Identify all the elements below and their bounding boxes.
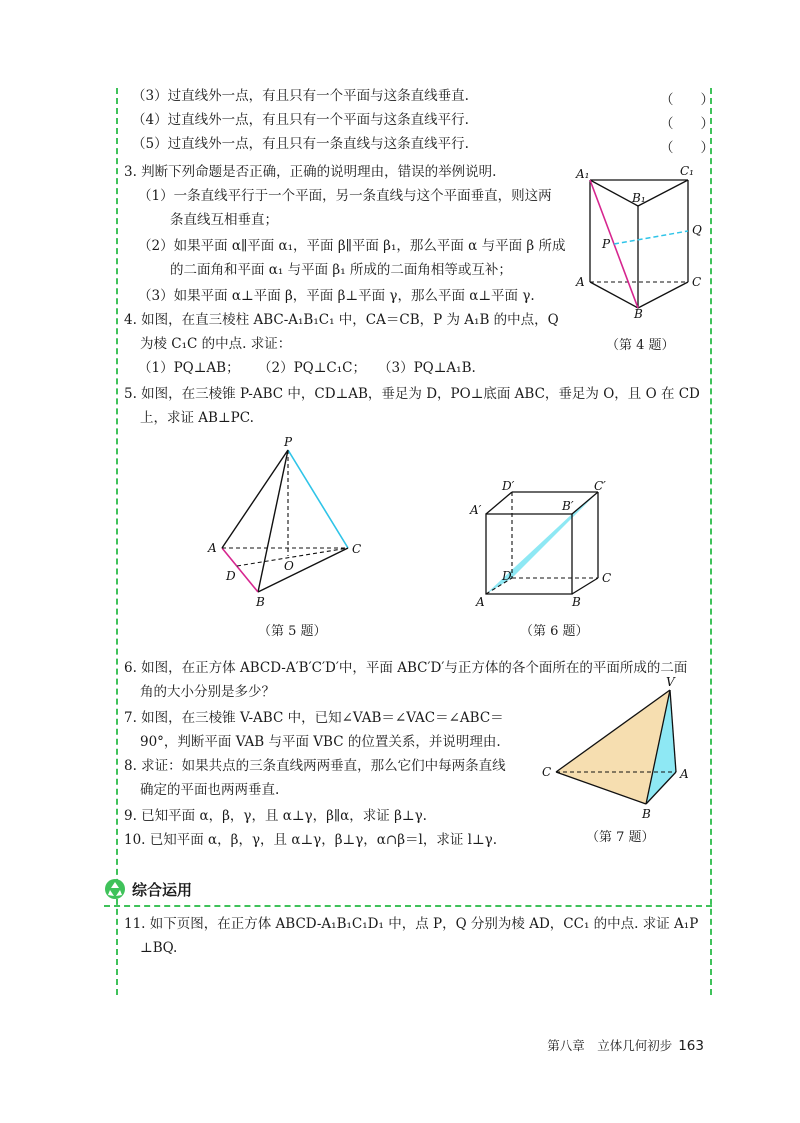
- fig4-label-C1: C₁: [680, 164, 694, 178]
- q8-line2: 确定的平面也两两垂直.: [140, 782, 280, 798]
- q8-line1: 8. 求证：如果共点的三条直线两两垂直，那么它们中每两条直线: [124, 758, 506, 774]
- fig6-label-D1: D′: [502, 479, 515, 493]
- fig6-label-D: D: [502, 569, 512, 583]
- q5-line1: 5. 如图，在三棱锥 P-ABC 中，CD⊥AB，垂足为 D，PO⊥底面 ABC，垂足为 O，且 O 在 CD: [124, 386, 700, 402]
- q4-sub2: （2）PQ⊥C₁C；: [258, 360, 367, 376]
- q3-part2-line1: （2）如果平面 α∥平面 α₁，平面 β∥平面 β₁，那么平面 α 与平面 β 所成: [138, 238, 566, 254]
- q11-line1: 11. 如下页图，在正方体 ABCD-A₁B₁C₁D₁ 中，点 P，Q 分别为棱 AD，CC₁ 的中点. 求证 A₁P: [124, 916, 699, 932]
- fig4-label-Q: Q: [692, 223, 702, 237]
- q3-part1-line1: （1）一条直线平行于一个平面，另一条直线与这个平面垂直，则这两: [138, 188, 552, 204]
- q3-part1-line2: 条直线互相垂直；: [170, 212, 278, 228]
- caption-fig7: （第 7 题）: [586, 830, 655, 845]
- answer-paren-5: （ ）: [660, 140, 714, 156]
- fig7-label-B: B: [642, 807, 651, 821]
- fig5-label-O: O: [284, 559, 294, 573]
- item-3: （3）过直线外一点，有且只有一个平面与这条直线垂直.: [132, 88, 469, 104]
- q9: 9. 已知平面 α，β，γ，且 α⊥γ，β∥α，求证 β⊥γ.: [124, 808, 427, 824]
- fig4-label-B1: B₁: [632, 191, 646, 205]
- fig6-label-C: C: [602, 571, 612, 585]
- page-footer: [547, 1036, 704, 1054]
- fig4-label-A: A: [576, 275, 585, 289]
- fig4-label-A1: A₁: [576, 167, 590, 181]
- fig5-label-B: B: [256, 595, 265, 609]
- fig5-label-P: P: [284, 435, 293, 449]
- fig5-label-A: A: [208, 541, 217, 555]
- fig6-label-A1: A′: [470, 503, 482, 517]
- fig7-label-A: A: [680, 767, 689, 781]
- left-dashed-margin: [116, 88, 118, 995]
- fig6-label-B: B: [572, 595, 581, 609]
- caption-fig5: （第 5 题）: [258, 624, 327, 639]
- figure-6-cube: [462, 476, 622, 612]
- q11-line2: ⊥BQ.: [140, 940, 178, 956]
- fig4-label-C: C: [692, 275, 702, 289]
- q7-line2: 90°，判断平面 VAB 与平面 VBC 的位置关系，并说明理由.: [140, 734, 501, 750]
- q4-sub3: （3）PQ⊥A₁B.: [378, 360, 476, 376]
- right-dashed-margin: [710, 88, 712, 995]
- fig4-label-P: P: [602, 237, 611, 251]
- caption-fig6: （第 6 题）: [520, 624, 589, 639]
- fig5-label-C: C: [352, 542, 362, 556]
- fig7-label-V: V: [666, 675, 675, 689]
- answer-paren-4: （ ）: [660, 116, 714, 132]
- q3-part2-line2: 的二面角和平面 α₁ 与平面 β₁ 所成的二面角相等或互补；: [170, 262, 512, 278]
- item-4: （4）过直线外一点，有且只有一个平面与这条直线平行.: [132, 112, 469, 128]
- fig6-label-A: A: [476, 595, 485, 609]
- section-divider: [104, 905, 712, 907]
- page-number: 163: [678, 1038, 704, 1054]
- section-header: [104, 874, 192, 904]
- q7-line1: 7. 如图，在三棱锥 V-ABC 中，已知∠VAB＝∠VAC＝∠ABC＝: [124, 710, 504, 726]
- q3-stem: 3. 判断下列命题是否正确，正确的说明理由，错误的举例说明.: [124, 164, 497, 180]
- q10: 10. 已知平面 α，β，γ，且 α⊥γ，β⊥γ，α∩β＝l，求证 l⊥γ.: [124, 832, 497, 848]
- figure-4-prism: [568, 158, 708, 318]
- chapter-title: 第八章 立体几何初步: [547, 1038, 673, 1053]
- recycle-badge-icon: [104, 878, 126, 900]
- figure-7-pyramid: [540, 674, 696, 824]
- q3-part3: （3）如果平面 α⊥平面 β，平面 β⊥平面 γ，那么平面 α⊥平面 γ.: [138, 288, 535, 304]
- section-title: 综合运用: [132, 880, 193, 899]
- fig7-label-C: C: [542, 765, 552, 779]
- fig6-label-B1: B′: [562, 499, 574, 513]
- fig4-label-B: B: [634, 307, 643, 318]
- q6-line1: 6. 如图，在正方体 ABCD-A′B′C′D′中，平面 ABC′D′与正方体的各个面所在的平面所成的二面: [124, 660, 688, 676]
- answer-paren-3: （ ）: [660, 92, 714, 108]
- figure-5-pyramid: [200, 432, 380, 612]
- q4-line1: 4. 如图，在直三棱柱 ABC-A₁B₁C₁ 中，CA＝CB，P 为 A₁B 的中点，Q: [124, 312, 559, 328]
- q4-sub1: （1）PQ⊥AB；: [138, 360, 240, 376]
- fig5-label-D: D: [226, 569, 236, 583]
- q4-line2: 为棱 C₁C 的中点. 求证：: [140, 336, 292, 352]
- fig6-label-C1: C′: [594, 479, 606, 493]
- item-5: （5）过直线外一点，有且只有一条直线与这条直线平行.: [132, 136, 469, 152]
- caption-fig4: （第 4 题）: [606, 338, 675, 353]
- q5-line2: 上，求证 AB⊥PC.: [140, 410, 254, 426]
- q6-line2: 角的大小分别是多少？: [140, 684, 275, 700]
